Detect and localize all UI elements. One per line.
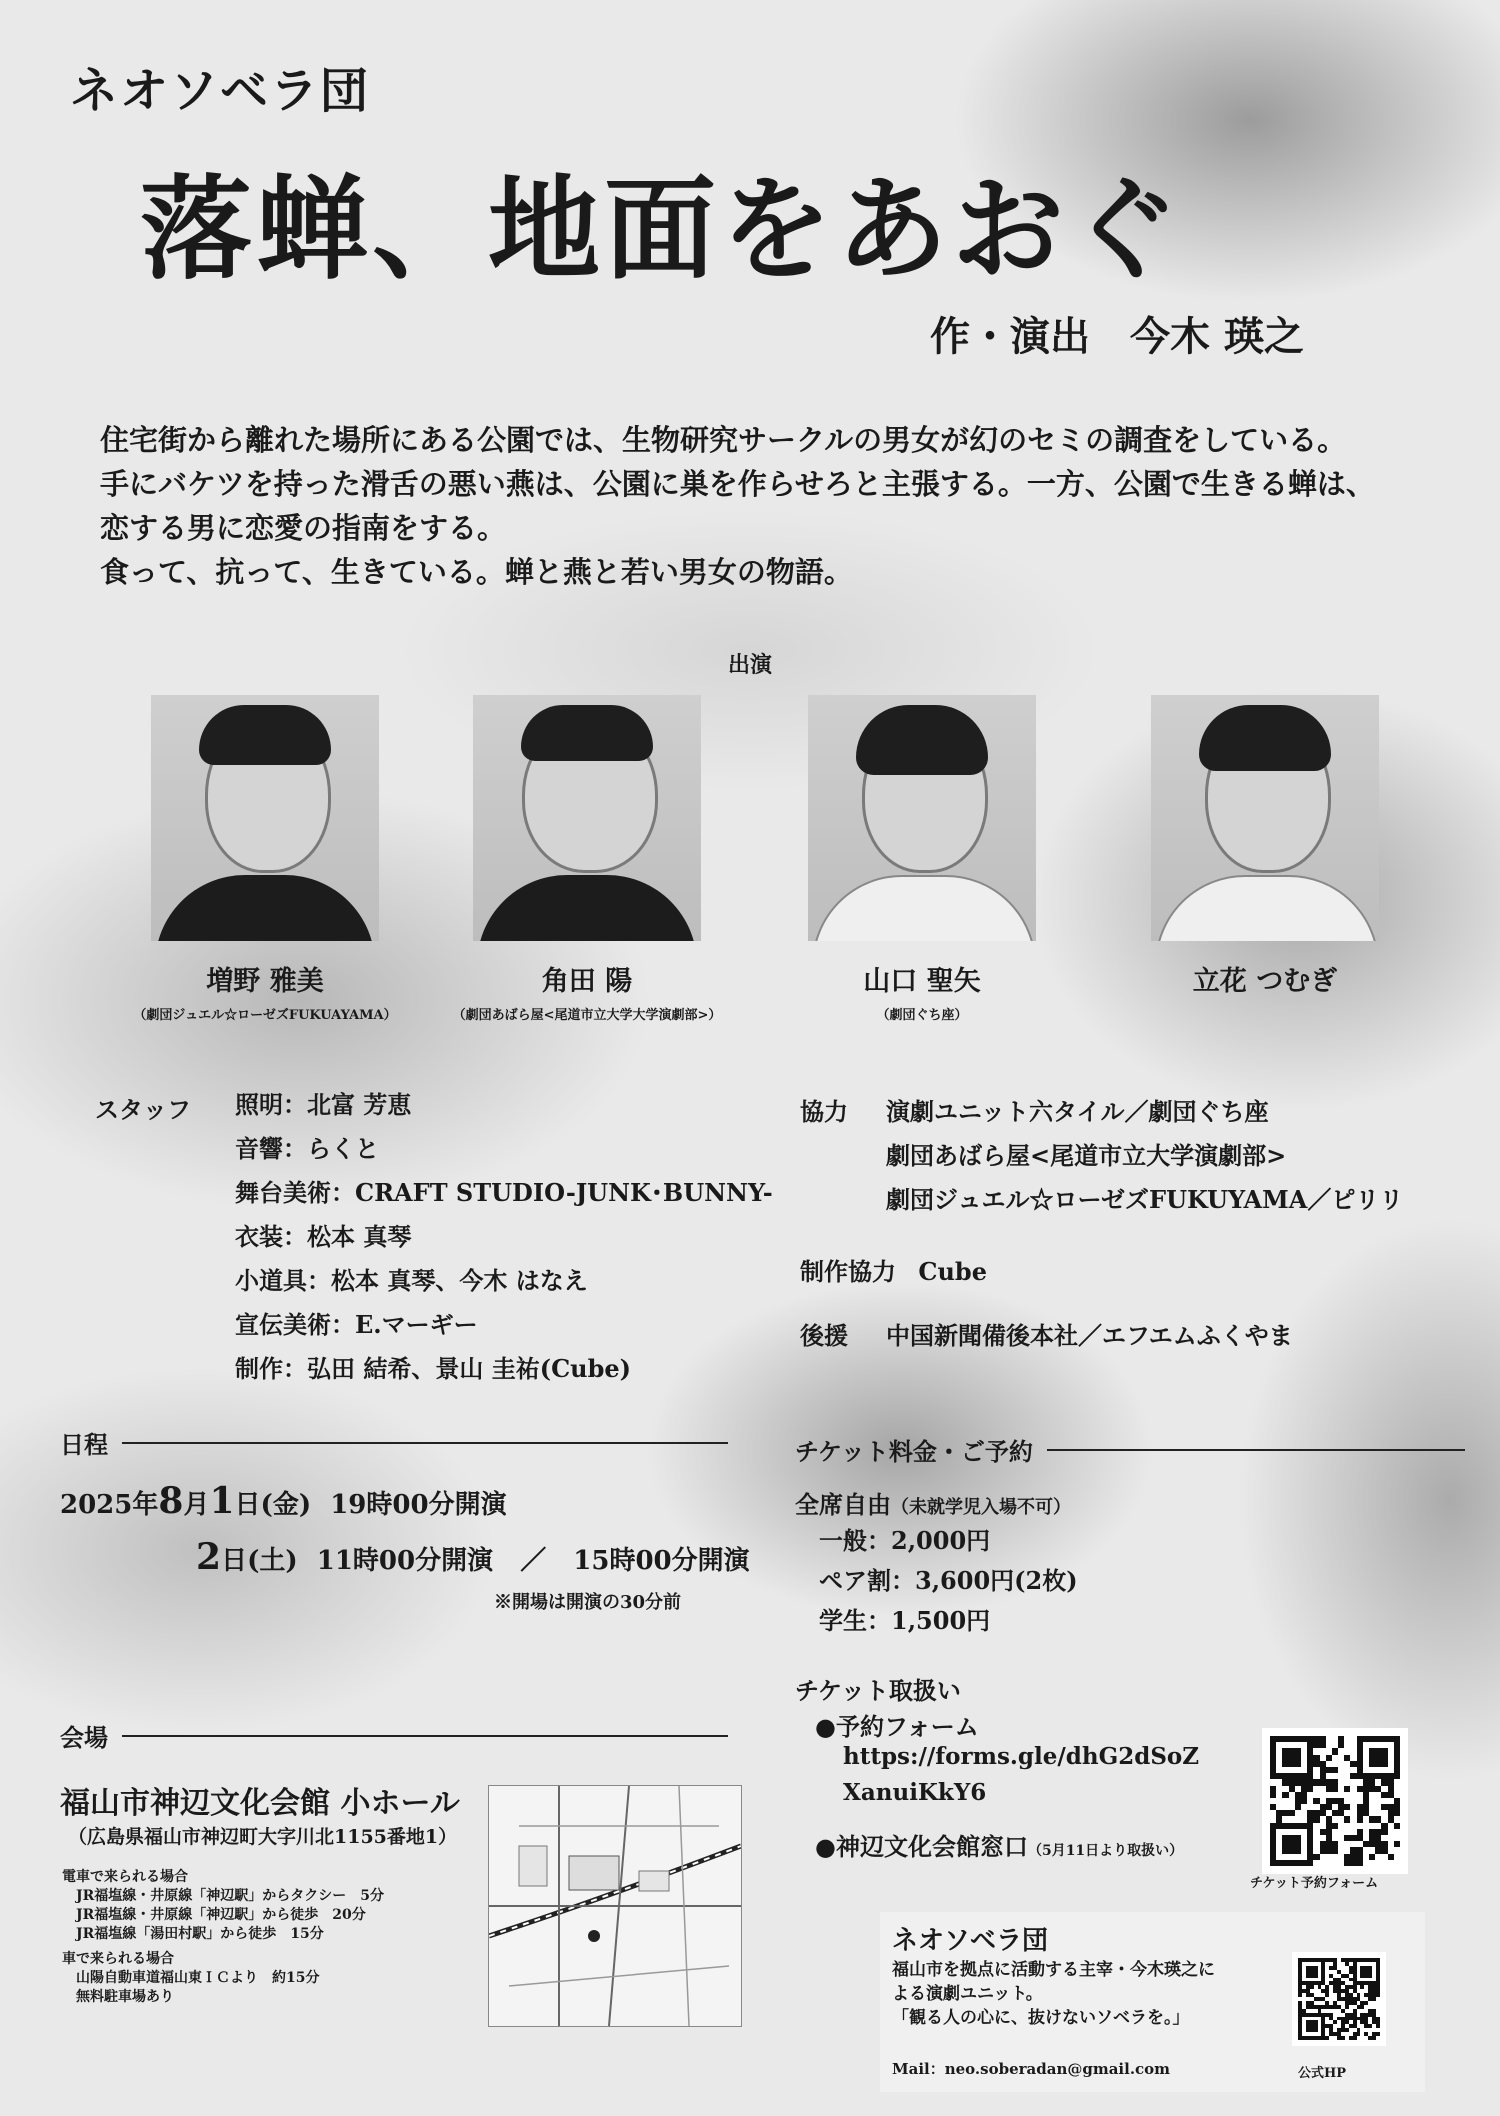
- cast-heading: 出演: [727, 652, 772, 678]
- schedule-day-unit: 日: [234, 1490, 261, 1520]
- schedule-note: ※開場は開演の30分前: [494, 1592, 682, 1613]
- train-access-item: JR福塩線「湯田村駅」から徒歩 15分: [76, 1926, 324, 1942]
- ticket-price: 一般：2,000円: [819, 1526, 991, 1555]
- ticket-info: [795, 1485, 1199, 1862]
- car-access-item: 無料駐車場あり: [76, 1989, 174, 2005]
- box-office-note: （5月11日より取扱い）: [1027, 1843, 1184, 1859]
- reservation-form-label: ●予約フォーム: [815, 1712, 979, 1741]
- schedule-weekday: (土): [247, 1546, 298, 1576]
- schedule-day: 1: [209, 1480, 235, 1522]
- schedule-time: 11時00分開演: [316, 1546, 494, 1576]
- cast-name: 増野 雅美: [206, 966, 324, 997]
- staff-list: [235, 1086, 773, 1394]
- official-site-qr-caption: 公式HP: [1298, 2066, 1347, 2081]
- profile-mail[interactable]: Mail：neo.soberadan@gmail.com: [892, 2060, 1171, 2078]
- profile-line: よる演劇ユニット。: [892, 1984, 1043, 2004]
- cast-photo: [151, 695, 379, 941]
- ticket-heading: [795, 1432, 1465, 1467]
- sponsor: [800, 1316, 1293, 1351]
- sponsor-value: 中国新聞備後本社／エフエムふくやま: [886, 1321, 1293, 1350]
- box-office-label: ●神辺文化会館窓口: [815, 1832, 1028, 1861]
- reservation-form-url-cont[interactable]: XanuiKkY6: [843, 1779, 987, 1806]
- synopsis-line: 住宅街から離れた場所にある公園では、生物研究サークルの男女が幻のセミの調査をしている。: [100, 423, 1347, 457]
- profile-line: 「観る人の心に、抜けないソベラを。」: [892, 2008, 1190, 2028]
- synopsis-line: 食って、抗って、生きている。蝉と燕と若い男女の物語。: [100, 555, 853, 589]
- cast-name: 角田 陽: [541, 966, 633, 997]
- ticket-qr-caption: チケット予約フォーム: [1250, 1876, 1379, 1891]
- cast-photo: [808, 695, 1036, 941]
- cast-photo: [473, 695, 701, 941]
- venue-heading: [60, 1718, 728, 1753]
- production-support-value: Cube: [918, 1257, 987, 1286]
- ticket-price: ペア割：3,600円(2枚): [819, 1566, 1078, 1595]
- ticket-qr-code[interactable]: [1262, 1728, 1408, 1874]
- car-access-title: 車で来られる場合: [62, 1951, 174, 1967]
- cast-affiliation: （劇団ぐち座）: [876, 1008, 968, 1023]
- cooperation-label: 協力: [800, 1097, 848, 1126]
- venue-map: [488, 1785, 742, 2027]
- venue-name: 福山市神辺文化会館 小ホール: [60, 1786, 460, 1821]
- schedule: [60, 1480, 750, 1614]
- official-site-qr-code[interactable]: [1292, 1952, 1386, 2046]
- schedule-weekday: (金): [260, 1490, 312, 1520]
- schedule-separator: ／: [520, 1546, 547, 1576]
- cooperation: [800, 1092, 1403, 1224]
- synopsis: [100, 418, 1440, 594]
- cast-affiliation: （劇団ジュエル☆ローゼズFUKUAYAMA）: [133, 1008, 397, 1023]
- staff-item: 衣装：松本 真琴: [235, 1222, 412, 1251]
- schedule-day-unit: 日: [221, 1546, 248, 1576]
- schedule-day-2: [60, 1536, 750, 1588]
- staff-item: 舞台美術：CRAFT STUDIO-JUNK･BUNNY-: [235, 1178, 773, 1207]
- schedule-month: 8: [158, 1480, 184, 1522]
- cast-photo: [1151, 695, 1379, 941]
- staff-label: スタッフ: [95, 1095, 191, 1124]
- play-title: 落蝉、地面をあおぐ: [140, 165, 1184, 295]
- schedule-day: 2: [196, 1536, 222, 1578]
- production-support: [800, 1252, 987, 1287]
- staff-item: 制作：弘田 結希、景山 圭祐(Cube): [235, 1354, 632, 1383]
- cooperation-line: 劇団ジュエル☆ローゼズFUKUYAMA／ピリリ: [886, 1185, 1404, 1214]
- train-access-item: JR福塩線・井原線「神辺駅」から徒歩 20分: [76, 1907, 366, 1923]
- troupe-profile: [880, 1912, 1425, 2092]
- schedule-month-unit: 月: [183, 1490, 210, 1520]
- schedule-heading: [60, 1425, 728, 1460]
- cast-name: 立花 つむぎ: [1192, 966, 1338, 997]
- staff-item: 宣伝美術：E.マーギー: [235, 1310, 478, 1339]
- cast-name: 山口 聖矢: [863, 966, 981, 997]
- ticket-handling-title: チケット取扱い: [795, 1676, 961, 1705]
- schedule-time: 15時00分開演: [573, 1546, 750, 1576]
- profile-name: ネオソベラ団: [892, 1926, 1049, 1956]
- staff-item: 小道具：松本 真琴、今木 はなえ: [235, 1266, 588, 1295]
- writer-director-credit: 作・演出 今木 瑛之: [930, 314, 1304, 360]
- troupe-logo: ネオソベラ団: [70, 63, 371, 119]
- car-access-item: 山陽自動車道福山東ＩＣより 約15分: [76, 1970, 320, 1986]
- ticket-price: 学生：1,500円: [819, 1606, 991, 1635]
- train-access-title: 電車で来られる場合: [62, 1869, 188, 1885]
- schedule-time: 19時00分開演: [330, 1490, 507, 1520]
- cast-member: [115, 695, 415, 1023]
- production-support-label: 制作協力: [800, 1257, 896, 1286]
- venue-address: （広島県福山市神辺町大字川北1155番地1）: [68, 1826, 458, 1848]
- cooperation-line: 演劇ユニット六タイル／劇団ぐち座: [886, 1097, 1269, 1126]
- cast-member: [1115, 695, 1415, 1004]
- cast-member: [437, 695, 737, 1023]
- schedule-heading-text: 日程: [60, 1430, 108, 1459]
- access-info: [62, 1868, 384, 2007]
- reservation-form-url[interactable]: https://forms.gle/dhG2dSoZ: [843, 1743, 1200, 1770]
- profile-description: [892, 1958, 1215, 2030]
- seating-type: 全席自由: [795, 1490, 891, 1519]
- cast-member: [772, 695, 1072, 1023]
- train-access-item: JR福塩線・井原線「神辺駅」からタクシー 5分: [76, 1888, 384, 1904]
- synopsis-line: 恋する男に恋愛の指南をする。: [100, 511, 507, 545]
- venue-heading-text: 会場: [60, 1723, 108, 1752]
- seating-note: （未就学児入場不可）: [891, 1497, 1071, 1518]
- schedule-year: 2025年: [60, 1490, 159, 1520]
- ticket-heading-text: チケット料金・ご予約: [795, 1437, 1033, 1466]
- schedule-day-1: [60, 1480, 750, 1536]
- cooperation-line: 劇団あばら屋<尾道市立大学演劇部>: [886, 1141, 1287, 1170]
- cast-affiliation: （劇団あばら屋<尾道市立大学大学演劇部>）: [452, 1008, 722, 1023]
- profile-line: 福山市を拠点に活動する主宰・今木瑛之に: [892, 1960, 1215, 1980]
- staff-item: 音響：らくと: [235, 1134, 379, 1163]
- sponsor-label: 後援: [800, 1321, 848, 1350]
- staff-item: 照明：北富 芳恵: [235, 1090, 412, 1119]
- synopsis-line: 手にバケツを持った滑舌の悪い燕は、公園に巣を作らせろと主張する。一方、公園で生きる蝉は、: [100, 467, 1375, 501]
